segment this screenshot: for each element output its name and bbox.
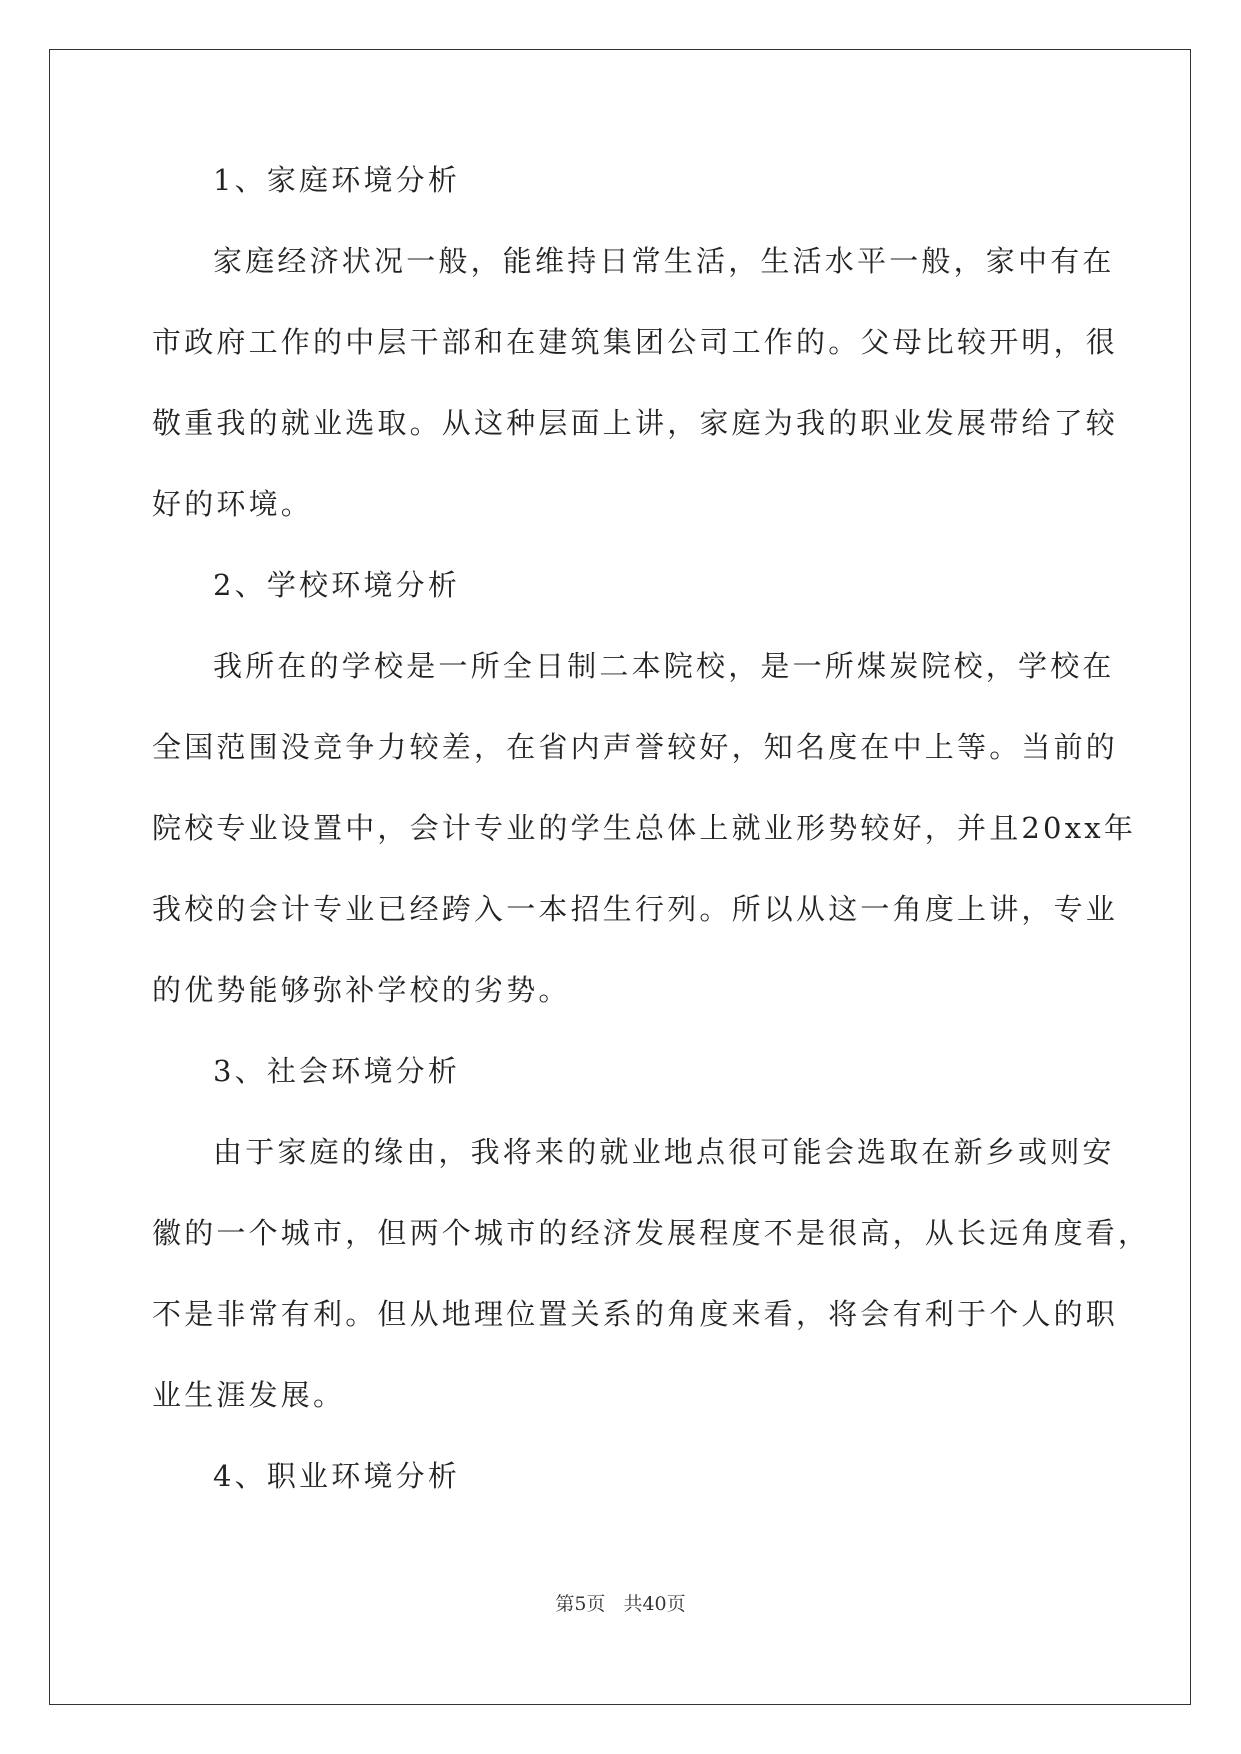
page-total: 共40页 (623, 1593, 686, 1615)
paragraph-line: 的优势能够弥补学校的劣势。 (152, 973, 571, 1007)
paragraph-line: 院校专业设置中，会计专业的学生总体上就业形势较好，并且20xx年 (152, 811, 1137, 845)
section-heading: 3、社会环境分析 (213, 1054, 461, 1088)
section-heading: 4、职业环境分析 (213, 1459, 461, 1493)
paragraph-line: 敬重我的就业选取。从这种层面上讲，家庭为我的职业发展带给了较 (152, 406, 1119, 440)
page-footer (0, 1592, 1241, 1616)
paragraph-line: 徽的一个城市，但两个城市的经济发展程度不是很高，从长远角度看， (152, 1216, 1151, 1250)
paragraph-line: 市政府工作的中层干部和在建筑集团公司工作的。父母比较开明，很 (152, 325, 1119, 359)
section-heading: 1、家庭环境分析 (213, 163, 461, 197)
paragraph-line: 业生涯发展。 (152, 1378, 346, 1412)
document-body (152, 160, 1151, 1537)
paragraph-line: 我所在的学校是一所全日制二本院校，是一所煤炭院校，学校在 (213, 649, 1115, 683)
paragraph-line: 不是非常有利。但从地理位置关系的角度来看，将会有利于个人的职 (152, 1297, 1119, 1331)
paragraph-line: 我校的会计专业已经跨入一本招生行列。所以从这一角度上讲，专业 (152, 892, 1119, 926)
page-number: 第5页 (555, 1593, 606, 1615)
paragraph-line: 全国范围没竞争力较差，在省内声誉较好，知名度在中上等。当前的 (152, 730, 1119, 764)
paragraph-line: 好的环境。 (152, 487, 314, 521)
paragraph-line: 家庭经济状况一般，能维持日常生活，生活水平一般，家中有在 (213, 244, 1115, 278)
paragraph-line: 由于家庭的缘由，我将来的就业地点很可能会选取在新乡或则安 (213, 1135, 1115, 1169)
section-heading: 2、学校环境分析 (213, 568, 461, 602)
